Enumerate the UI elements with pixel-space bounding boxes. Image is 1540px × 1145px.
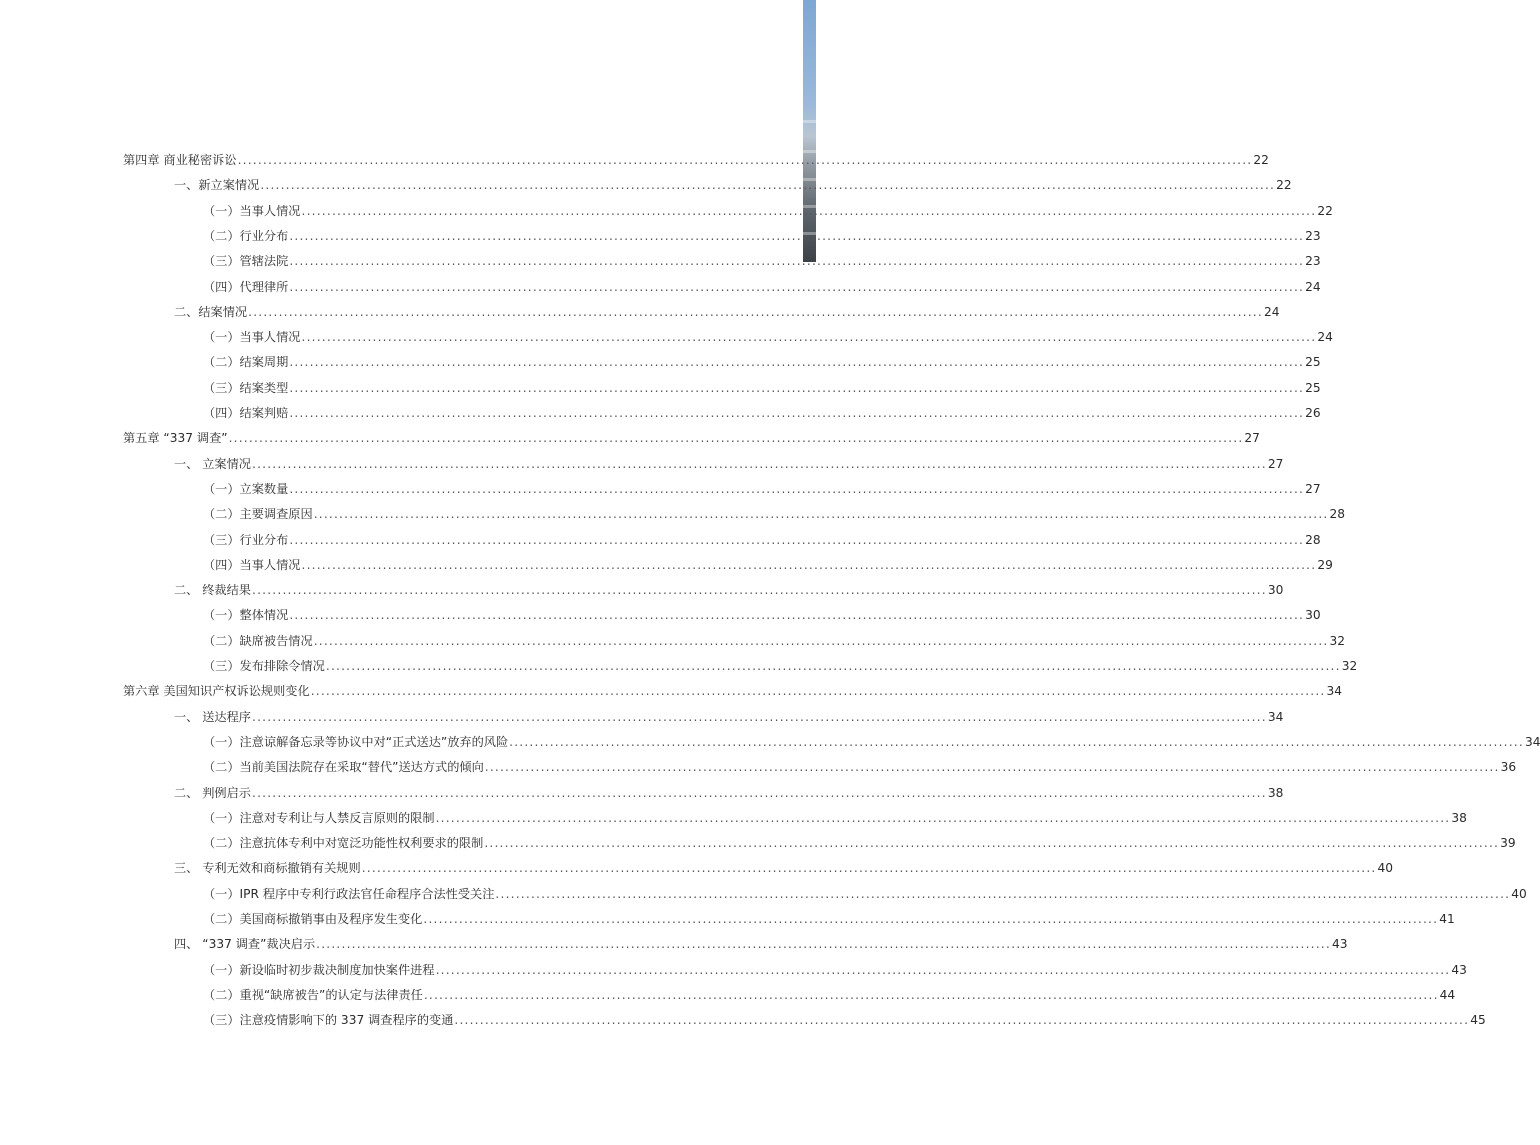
toc-leader-dots: ........................................................................................................................................................................................................ <box>325 659 1341 673</box>
toc-entry-page-number: 38 <box>1451 810 1467 825</box>
toc-entry[interactable] <box>203 960 1467 980</box>
toc-leader-dots: ........................................................................................................................................................................................................ <box>252 785 1267 800</box>
toc-leader-dots: ........................................................................................................................................................................................................ <box>252 709 1267 724</box>
toc-entry[interactable] <box>203 1010 1486 1030</box>
toc-entry-page-number: 30 <box>1267 583 1284 598</box>
toc-entry-page-number: 22 <box>1317 203 1333 218</box>
toc-entry-title: （二）结案周期 <box>203 355 289 370</box>
toc-entry-title: （一）立案数量 <box>203 481 289 496</box>
toc-leader-dots: ........................................................................................................................................................................................................ <box>301 203 1317 218</box>
toc-leader-dots: ........................................................................................................................................................................................................ <box>289 406 1305 420</box>
toc-entry-page-number: 22 <box>1253 153 1269 167</box>
toc-entry[interactable] <box>174 302 1280 322</box>
toc-leader-dots: ........................................................................................................................................................................................................ <box>252 583 1267 598</box>
toc-leader-dots: ........................................................................................................................................................................................................ <box>289 380 1305 395</box>
toc-entry-title: （二）行业分布 <box>203 228 289 243</box>
toc-entry[interactable] <box>174 934 1348 954</box>
toc-leader-dots: ........................................................................................................................................................................................................ <box>252 456 1267 471</box>
toc-entry-title: 二、结案情况 <box>174 304 248 319</box>
toc-leader-dots: ........................................................................................................................................................................................................ <box>289 355 1305 370</box>
toc-leader-dots: ........................................................................................................................................................................................................ <box>289 481 1305 496</box>
toc-entry[interactable] <box>203 833 1516 853</box>
toc-entry-page-number: 28 <box>1329 507 1346 522</box>
toc-leader-dots: ........................................................................................................................................................................................................ <box>248 304 1263 319</box>
toc-entry-page-number: 40 <box>1511 886 1527 901</box>
toc-leader-dots: ........................................................................................................................................................................................................ <box>509 734 1524 749</box>
toc-leader-dots: ........................................................................................................................................................................................................ <box>237 153 1253 167</box>
toc-entry-page-number: 38 <box>1267 785 1284 800</box>
toc-entry-title: 二、 判例启示 <box>174 785 251 800</box>
toc-entry-page-number: 27 <box>1244 431 1260 446</box>
toc-entry-title: （四）代理律所 <box>203 279 289 294</box>
toc-entry-title: （二）美国商标撤销事由及程序发生变化 <box>203 912 423 926</box>
toc-entry[interactable] <box>203 884 1527 904</box>
toc-entry-title: 一、 送达程序 <box>174 709 251 724</box>
toc-entry-page-number: 24 <box>1305 279 1321 294</box>
toc-leader-dots: ........................................................................................................................................................................................................ <box>310 684 1326 699</box>
toc-leader-dots: ........................................................................................................................................................................................................ <box>423 912 1439 926</box>
toc-entry[interactable] <box>203 656 1358 676</box>
toc-entry-page-number: 25 <box>1305 355 1321 370</box>
toc-entry[interactable] <box>174 580 1284 600</box>
toc-entry-title: （三）结案类型 <box>203 380 289 395</box>
toc-entry-title: 二、 终裁结果 <box>174 583 251 598</box>
toc-entry-title: 第六章 美国知识产权诉讼规则变化 <box>123 684 310 699</box>
toc-leader-dots: ........................................................................................................................................................................................................ <box>495 886 1511 901</box>
toc-leader-dots: ........................................................................................................................................................................................................ <box>301 330 1317 345</box>
toc-entry[interactable] <box>203 403 1321 423</box>
toc-leader-dots: ........................................................................................................................................................................................................ <box>423 987 1439 1002</box>
toc-entry-page-number: 27 <box>1267 456 1284 471</box>
toc-entry[interactable] <box>203 808 1467 828</box>
toc-entry[interactable] <box>174 175 1292 195</box>
toc-entry[interactable] <box>123 428 1260 448</box>
toc-entry-title: （三）行业分布 <box>203 532 289 547</box>
toc-entry[interactable] <box>203 226 1321 246</box>
toc-leader-dots: ........................................................................................................................................................................................................ <box>301 557 1317 572</box>
toc-entry-page-number: 24 <box>1317 330 1333 345</box>
toc-entry-page-number: 43 <box>1331 937 1348 952</box>
toc-entry-title: （二）注意抗体专利中对宽泛功能性权利要求的限制 <box>203 836 484 851</box>
toc-entry-title: （三）发布排除令情况 <box>203 659 325 673</box>
toc-entry[interactable] <box>174 454 1284 474</box>
toc-entry[interactable] <box>174 783 1284 803</box>
toc-entry-page-number: 32 <box>1329 633 1346 648</box>
toc-entry[interactable] <box>203 327 1333 347</box>
toc-entry-title: （二）重视“缺席被告”的认定与法律责任 <box>203 987 423 1002</box>
toc-leader-dots: ........................................................................................................................................................................................................ <box>454 1013 1470 1028</box>
toc-entry-title: （二）当前美国法院存在采取“替代”送达方式的倾向 <box>203 760 484 775</box>
toc-entry-title: 三、 专利无效和商标撤销有关规则 <box>174 861 361 876</box>
toc-entry[interactable] <box>203 757 1517 777</box>
toc-entry[interactable] <box>203 985 1456 1005</box>
toc-entry-page-number: 36 <box>1500 760 1517 775</box>
toc-leader-dots: ........................................................................................................................................................................................................ <box>435 810 1451 825</box>
toc-entry-title: 第四章 商业秘密诉讼 <box>123 153 237 167</box>
toc-entry-title: （二）缺席被告情况 <box>203 633 313 648</box>
toc-entry-title: （一）当事人情况 <box>203 330 301 345</box>
toc-entry[interactable] <box>203 352 1321 372</box>
toc-leader-dots: ........................................................................................................................................................................................................ <box>289 228 1305 243</box>
toc-entry-page-number: 40 <box>1377 861 1394 876</box>
toc-entry-page-number: 23 <box>1305 254 1321 269</box>
toc-entry-page-number: 34 <box>1267 709 1284 724</box>
toc-entry-title: （一）注意对专利让与人禁反言原则的限制 <box>203 810 435 825</box>
toc-entry-title: （一）新设临时初步裁决制度加快案件进程 <box>203 962 435 977</box>
toc-entry[interactable] <box>203 605 1321 625</box>
toc-entry-title: 一、新立案情况 <box>174 178 260 193</box>
toc-entry-title: 第五章 “337 调查” <box>123 431 228 446</box>
toc-entry-title: （三）管辖法院 <box>203 254 289 269</box>
toc-leader-dots: ........................................................................................................................................................................................................ <box>289 279 1305 294</box>
toc-entry-title: （一）整体情况 <box>203 608 289 623</box>
toc-entry-page-number: 39 <box>1500 836 1516 851</box>
toc-entry[interactable] <box>203 732 1540 752</box>
toc-entry-page-number: 25 <box>1305 380 1321 395</box>
toc-entry-title: 一、 立案情况 <box>174 456 251 471</box>
toc-entry-page-number: 27 <box>1305 481 1321 496</box>
toc-leader-dots: ........................................................................................................................................................................................................ <box>316 937 1331 952</box>
toc-leader-dots: ........................................................................................................................................................................................................ <box>289 254 1305 269</box>
toc-entry-page-number: 34 <box>1524 734 1540 749</box>
toc-entry[interactable] <box>203 631 1346 651</box>
toc-entry-page-number: 43 <box>1451 962 1467 977</box>
toc-entry-title: （一）IPR 程序中专利行政法官任命程序合法性受关注 <box>203 886 495 901</box>
toc-entry-page-number: 45 <box>1470 1013 1486 1028</box>
toc-entry-page-number: 28 <box>1305 532 1321 547</box>
toc-leader-dots: ........................................................................................................................................................................................................ <box>313 633 1329 648</box>
toc-entry[interactable] <box>123 681 1343 701</box>
toc-entry-page-number: 29 <box>1317 557 1333 572</box>
toc-entry-title: （四）当事人情况 <box>203 557 301 572</box>
toc-entry-page-number: 24 <box>1263 304 1280 319</box>
toc-entry[interactable] <box>203 277 1321 297</box>
toc-entry-page-number: 26 <box>1305 406 1321 420</box>
toc-entry[interactable] <box>203 504 1346 524</box>
toc-entry[interactable] <box>203 201 1333 221</box>
toc-entry-title: （四）结案判赔 <box>203 406 289 420</box>
toc-entry[interactable] <box>203 530 1321 550</box>
toc-entry-page-number: 44 <box>1439 987 1456 1002</box>
toc-entry[interactable] <box>203 479 1321 499</box>
toc-entry[interactable] <box>203 251 1321 271</box>
toc-entry-page-number: 34 <box>1326 684 1343 699</box>
toc-leader-dots: ........................................................................................................................................................................................................ <box>484 760 1500 775</box>
toc-leader-dots: ........................................................................................................................................................................................................ <box>289 532 1305 547</box>
toc-entry[interactable] <box>203 909 1455 929</box>
toc-entry[interactable] <box>203 378 1321 398</box>
toc-entry[interactable] <box>203 555 1333 575</box>
toc-leader-dots: ........................................................................................................................................................................................................ <box>361 861 1377 876</box>
toc-leader-dots: ........................................................................................................................................................................................................ <box>260 178 1276 193</box>
toc-entry-page-number: 32 <box>1341 659 1358 673</box>
toc-entry-title: （一）注意谅解备忘录等协议中对“正式送达”放弃的风险 <box>203 734 509 749</box>
toc-entry-page-number: 23 <box>1305 228 1321 243</box>
cover-image-strip <box>803 0 816 262</box>
toc-leader-dots: ........................................................................................................................................................................................................ <box>435 962 1451 977</box>
toc-leader-dots: ........................................................................................................................................................................................................ <box>289 608 1305 623</box>
toc-entry-page-number: 22 <box>1276 178 1292 193</box>
toc-leader-dots: ........................................................................................................................................................................................................ <box>313 507 1329 522</box>
toc-entry-page-number: 41 <box>1439 912 1455 926</box>
toc-entry[interactable] <box>174 707 1284 727</box>
toc-entry-title: 四、 “337 调查”裁决启示 <box>174 937 316 952</box>
toc-entry[interactable] <box>174 858 1394 878</box>
toc-entry-title: （三）注意疫情影响下的 337 调查程序的变通 <box>203 1013 454 1028</box>
toc-entry[interactable] <box>123 150 1269 170</box>
toc-entry-title: （二）主要调查原因 <box>203 507 313 522</box>
toc-leader-dots: ........................................................................................................................................................................................................ <box>228 431 1244 446</box>
toc-entry-title: （一）当事人情况 <box>203 203 301 218</box>
toc-leader-dots: ........................................................................................................................................................................................................ <box>484 836 1500 851</box>
toc-entry-page-number: 30 <box>1305 608 1321 623</box>
